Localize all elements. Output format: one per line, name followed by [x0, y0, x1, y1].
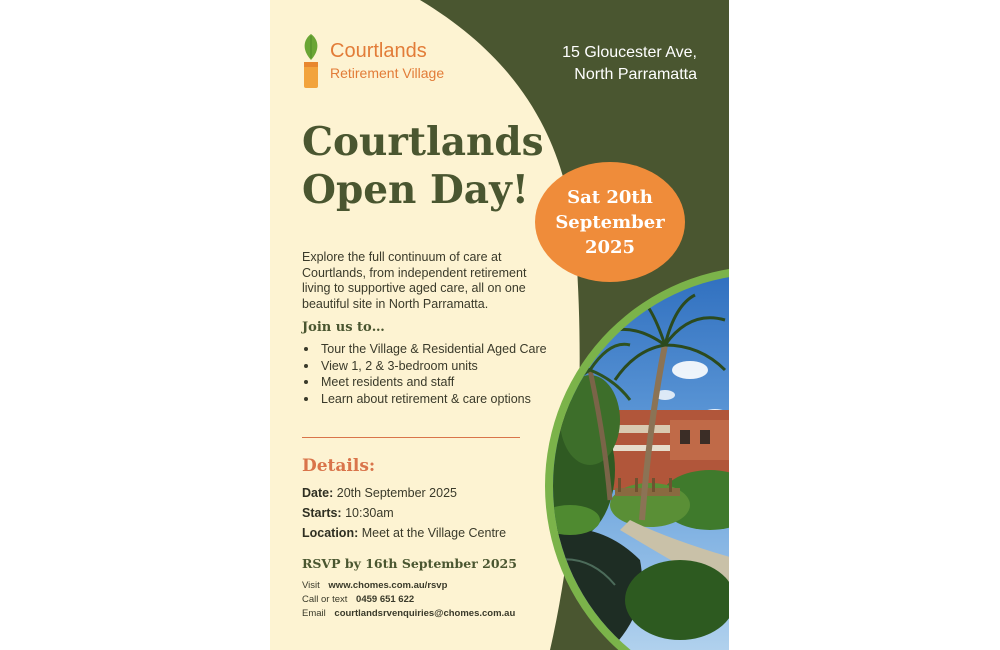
date-badge — [535, 162, 685, 282]
detail-location — [302, 526, 506, 540]
address-line-2: North Parramatta — [574, 66, 697, 83]
detail-location-label: Location: — [302, 526, 359, 540]
rsvp-link[interactable]: www.chomes.com.au/rsvp — [328, 580, 448, 591]
rsvp-heading: RSVP by 16th September 2025 — [302, 556, 517, 571]
join-heading: Join us to… — [302, 320, 385, 335]
list-item: Meet residents and staff — [302, 374, 547, 391]
detail-date-label: Date: — [302, 486, 334, 500]
event-title — [302, 118, 562, 214]
address-line-1: 15 Gloucester Ave, — [562, 44, 697, 61]
detail-starts-value: 10:30am — [345, 506, 394, 520]
title-line-2: Open Day! — [302, 167, 529, 213]
phone-number[interactable]: 0459 651 622 — [356, 594, 415, 605]
contact-visit — [302, 580, 447, 591]
date-badge-line-1: Sat 20th — [567, 186, 653, 208]
open-day-flyer — [270, 0, 729, 650]
contact-call — [302, 594, 414, 605]
detail-starts-label: Starts: — [302, 506, 342, 520]
title-line-1: Courtlands — [302, 119, 544, 165]
logo-subtitle: Retirement Village — [330, 65, 445, 81]
contact-email-label: Email — [302, 608, 326, 619]
detail-date-value: 20th September 2025 — [336, 486, 457, 500]
intro-paragraph: Explore the full continuum of care at Courtlands, from independent retirement living to supportive aged care, all on one beautiful site in North Parramatta. — [302, 250, 527, 311]
contact-email — [302, 608, 515, 619]
date-badge-line-3: 2025 — [584, 236, 636, 258]
venue-address — [562, 42, 697, 86]
contact-call-label: Call or text — [302, 594, 348, 605]
detail-starts — [302, 506, 394, 520]
detail-location-value: Meet at the Village Centre — [361, 526, 507, 540]
email-link[interactable]: courtlandsrvenquiries@chomes.com.au — [334, 608, 516, 619]
detail-date — [302, 486, 457, 500]
list-item: Learn about retirement & care options — [302, 391, 547, 408]
garden-photo — [525, 270, 729, 650]
logo-name: Courtlands — [330, 40, 427, 62]
divider — [302, 437, 520, 438]
contact-visit-label: Visit — [302, 580, 320, 591]
list-item: View 1, 2 & 3-bedroom units — [302, 358, 547, 375]
list-item: Tour the Village & Residential Aged Care — [302, 341, 547, 358]
leaf-candle-icon — [302, 34, 320, 88]
date-badge-line-2: September — [555, 211, 665, 233]
join-list — [302, 341, 547, 407]
details-heading: Details: — [302, 456, 376, 476]
